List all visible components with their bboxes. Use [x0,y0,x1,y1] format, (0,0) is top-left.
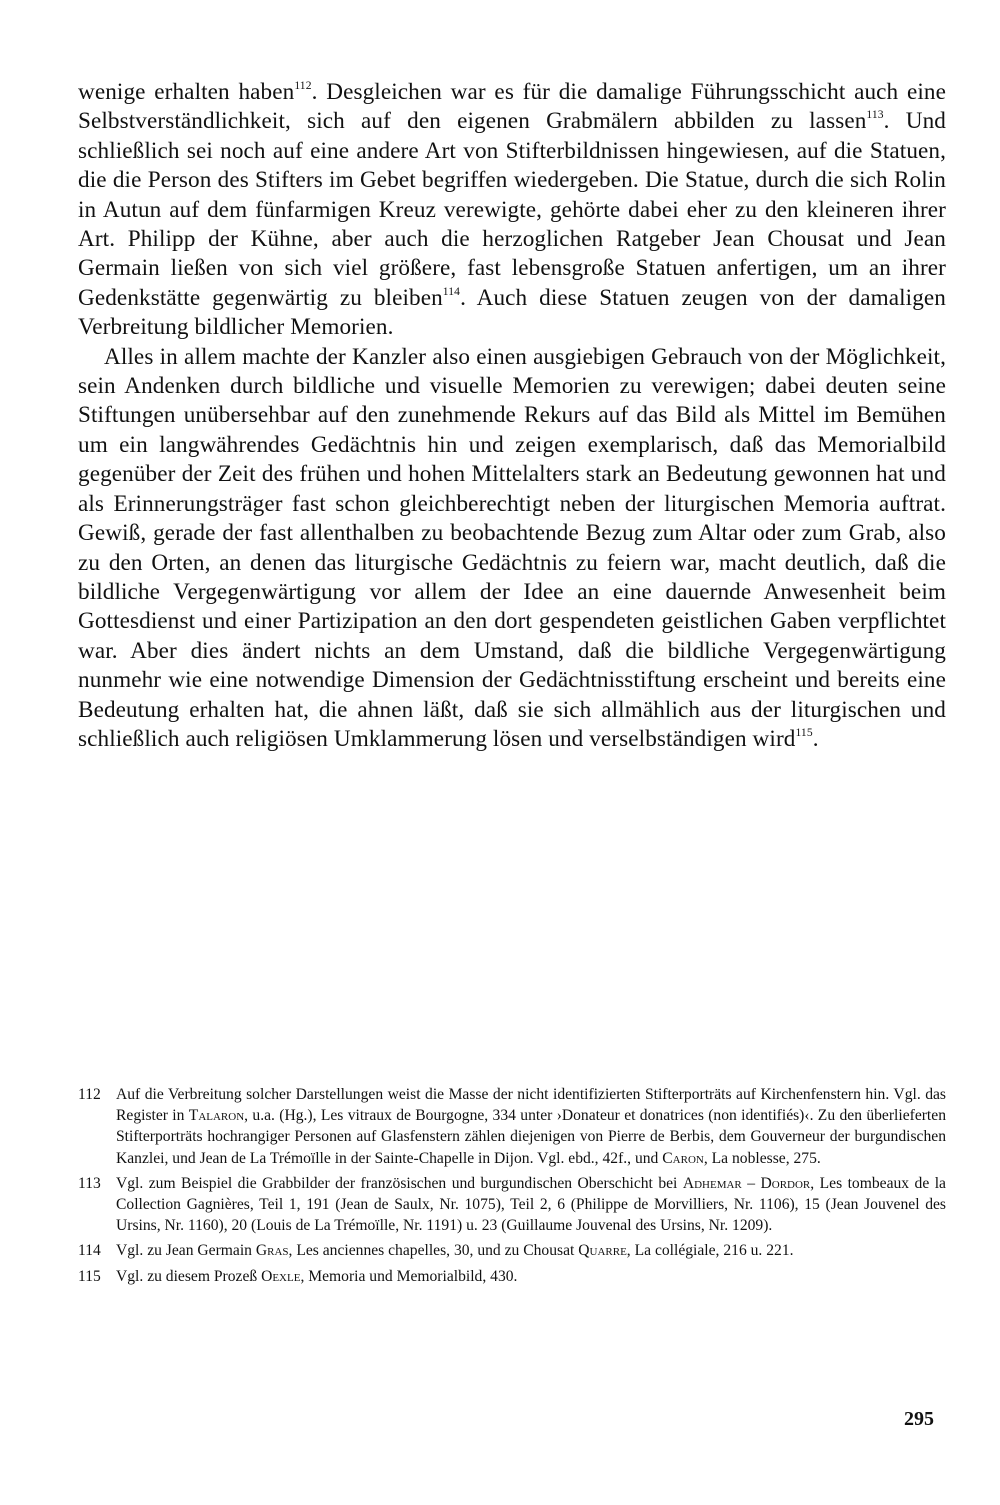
footnote-114 [78,1240,946,1261]
author-name: Caron [662,1149,704,1167]
footnote-number: 113 [78,1174,101,1192]
text-run: Vgl. zu Jean Germain [116,1242,256,1260]
text-run: , Memoria und Memorialbild, 430. [300,1267,518,1285]
text-run: , Les tombeaux de la Collection Gagnières, Teil 1, 191 (Jean de Saulx, Nr. 1075), Teil 2, 6 (Philippe de Morvilliers, Nr. 1106), 15 (Jean Jouvenel des Ursins, Nr. 1160), 20 (Louis de La Trémoïlle, Nr. 1191) u. 23 (Guillaume Jouvenal des Ursins, Nr. 1209). [116,1174,946,1235]
footnote-ref-115: 115 [795,726,813,740]
text-run: Alles in allem machte der Kanzler also einen ausgiebigen Gebrauch von der Möglichkeit, sein Andenken durch bildliche und visuelle Memorien zu verewigen; dabei deuten seine Stiftungen unübersehbar auf den zunehmende Rekurs auf das Bild als Mittel im Bemühen um ein langwährendes Gedächtnis hin und zeigen exemplarisch, daß das Memorialbild gegenüber der Zeit des frühen und hohen Mittelalters stark an Bedeutung gewonnen hat und als Erinnerungsträger fast schon gleichberechtigt neben der liturgischen Memoria auftrat. Gewiß, gerade der fast allenthalben zu beobachtende Bezug zum Altar oder zum Grab, also zu den Orten, an denen das liturgische Gedächtnis zu feiern war, macht deutlich, daß die bildliche Vergegenwärtigung vor allem der Idee an eine dauernde Anwesenheit beim Gottesdienst und einer Partizipation an den dort gespendeten geistlichen Gaben verpflichtet war. Aber dies ändert nichts an dem Umstand, daß die bildliche Vergegenwärtigung nunmehr wie eine notwendige Dimension der Gedächtnisstiftung erscheint und bereits eine Bedeutung erhalten hat, die ahnen läßt, daß sie sich allmählich aus der liturgischen und schließlich auch religiösen Umklammerung lösen und verselbständigen wird [78,343,946,752]
text-run: , Les anciennes chapelles, 30, und zu Chousat [288,1242,579,1260]
footnote-ref-113: 113 [866,108,884,122]
footnote-number: 114 [78,1242,101,1260]
footnote-text [116,1173,946,1237]
text-run: Auf die Verbreitung solcher Darstellungen weist die Masse der nicht identifizierten Stifterporträts auf Kirchenfenstern hin. Vgl. das Register in [116,1086,946,1125]
text-run: . [812,725,819,752]
footnote-ref-112: 112 [294,79,312,93]
paragraph-2 [78,343,946,755]
text-run: . Und schließlich sei noch auf eine andere Art von Stifterbildnissen hingewiesen, auf die Statuen, die die Person des Stifters im Gebet begriffen wiedergeben. Die Statue, durch die sich Rolin in Autun auf dem fünfarmigen Kreuz verewigte, gehörte dabei eher zu den kleineren ihrer Art. Philipp der Kühne, aber auch die herzoglichen Ratgeber Jean Chousat und Jean Germain ließen von sich viel größere, fast lebensgroße Statuen anfertigen, um an ihrer Gedenkstätte gegenwärtig zu bleiben [78,108,946,311]
text-run: wenige erhalten haben [78,79,295,105]
footnotes [78,1084,946,1291]
text-run: , u.a. (Hg.), Les vitraux de Bourgogne, 334 unter ›Donateur et donatrices (non identifiés)‹. Zu den überlieferten Stifterporträts hochrangiger Personen auf Glasfenstern zählen diejenigen von Pierre de Berbis, dem Gouverneur der burgundischen Kanzlei, und Jean de La Trémoïlle in der Sainte-Chapelle in Dijon. Vgl. ebd., 42f., und [116,1107,946,1167]
author-name: Talaron [188,1107,245,1125]
author-name: Adhemar – Dordor [682,1174,811,1192]
text-run: . Desgleichen war es für die damalige Führungsschicht auch eine Selbstverständlichkeit, sich auf den eigenen Grabmälern abbilden zu lassen [78,79,946,135]
footnote-115 [78,1266,946,1287]
author-name: Quarre [578,1242,627,1260]
footnote-text [116,1240,946,1261]
footnote-113 [78,1173,946,1237]
author-name: Gras [255,1242,289,1260]
footnote-number: 115 [78,1267,101,1285]
text-run: Vgl. zum Beispiel die Grabbilder der französischen und burgundischen Oberschicht bei [116,1174,683,1192]
page-number: 295 [904,1408,934,1430]
text-run: , La noblesse, 275. [703,1149,821,1167]
footnote-ref-114: 114 [442,284,461,298]
text-run: Vgl. zu diesem Prozeß [116,1267,262,1285]
footnote-text [116,1084,946,1169]
paragraph-1 [78,78,946,343]
text-run: . Auch diese Statuen zeugen von der damaligen Verbreitung bildlicher Memorien. [78,284,946,341]
footnote-number: 112 [78,1086,101,1103]
text-run: , La collégiale, 216 u. 221. [626,1242,794,1260]
main-text [78,78,946,754]
author-name: Oexle [261,1267,301,1285]
footnote-112 [78,1084,946,1169]
footnote-text [116,1266,946,1287]
